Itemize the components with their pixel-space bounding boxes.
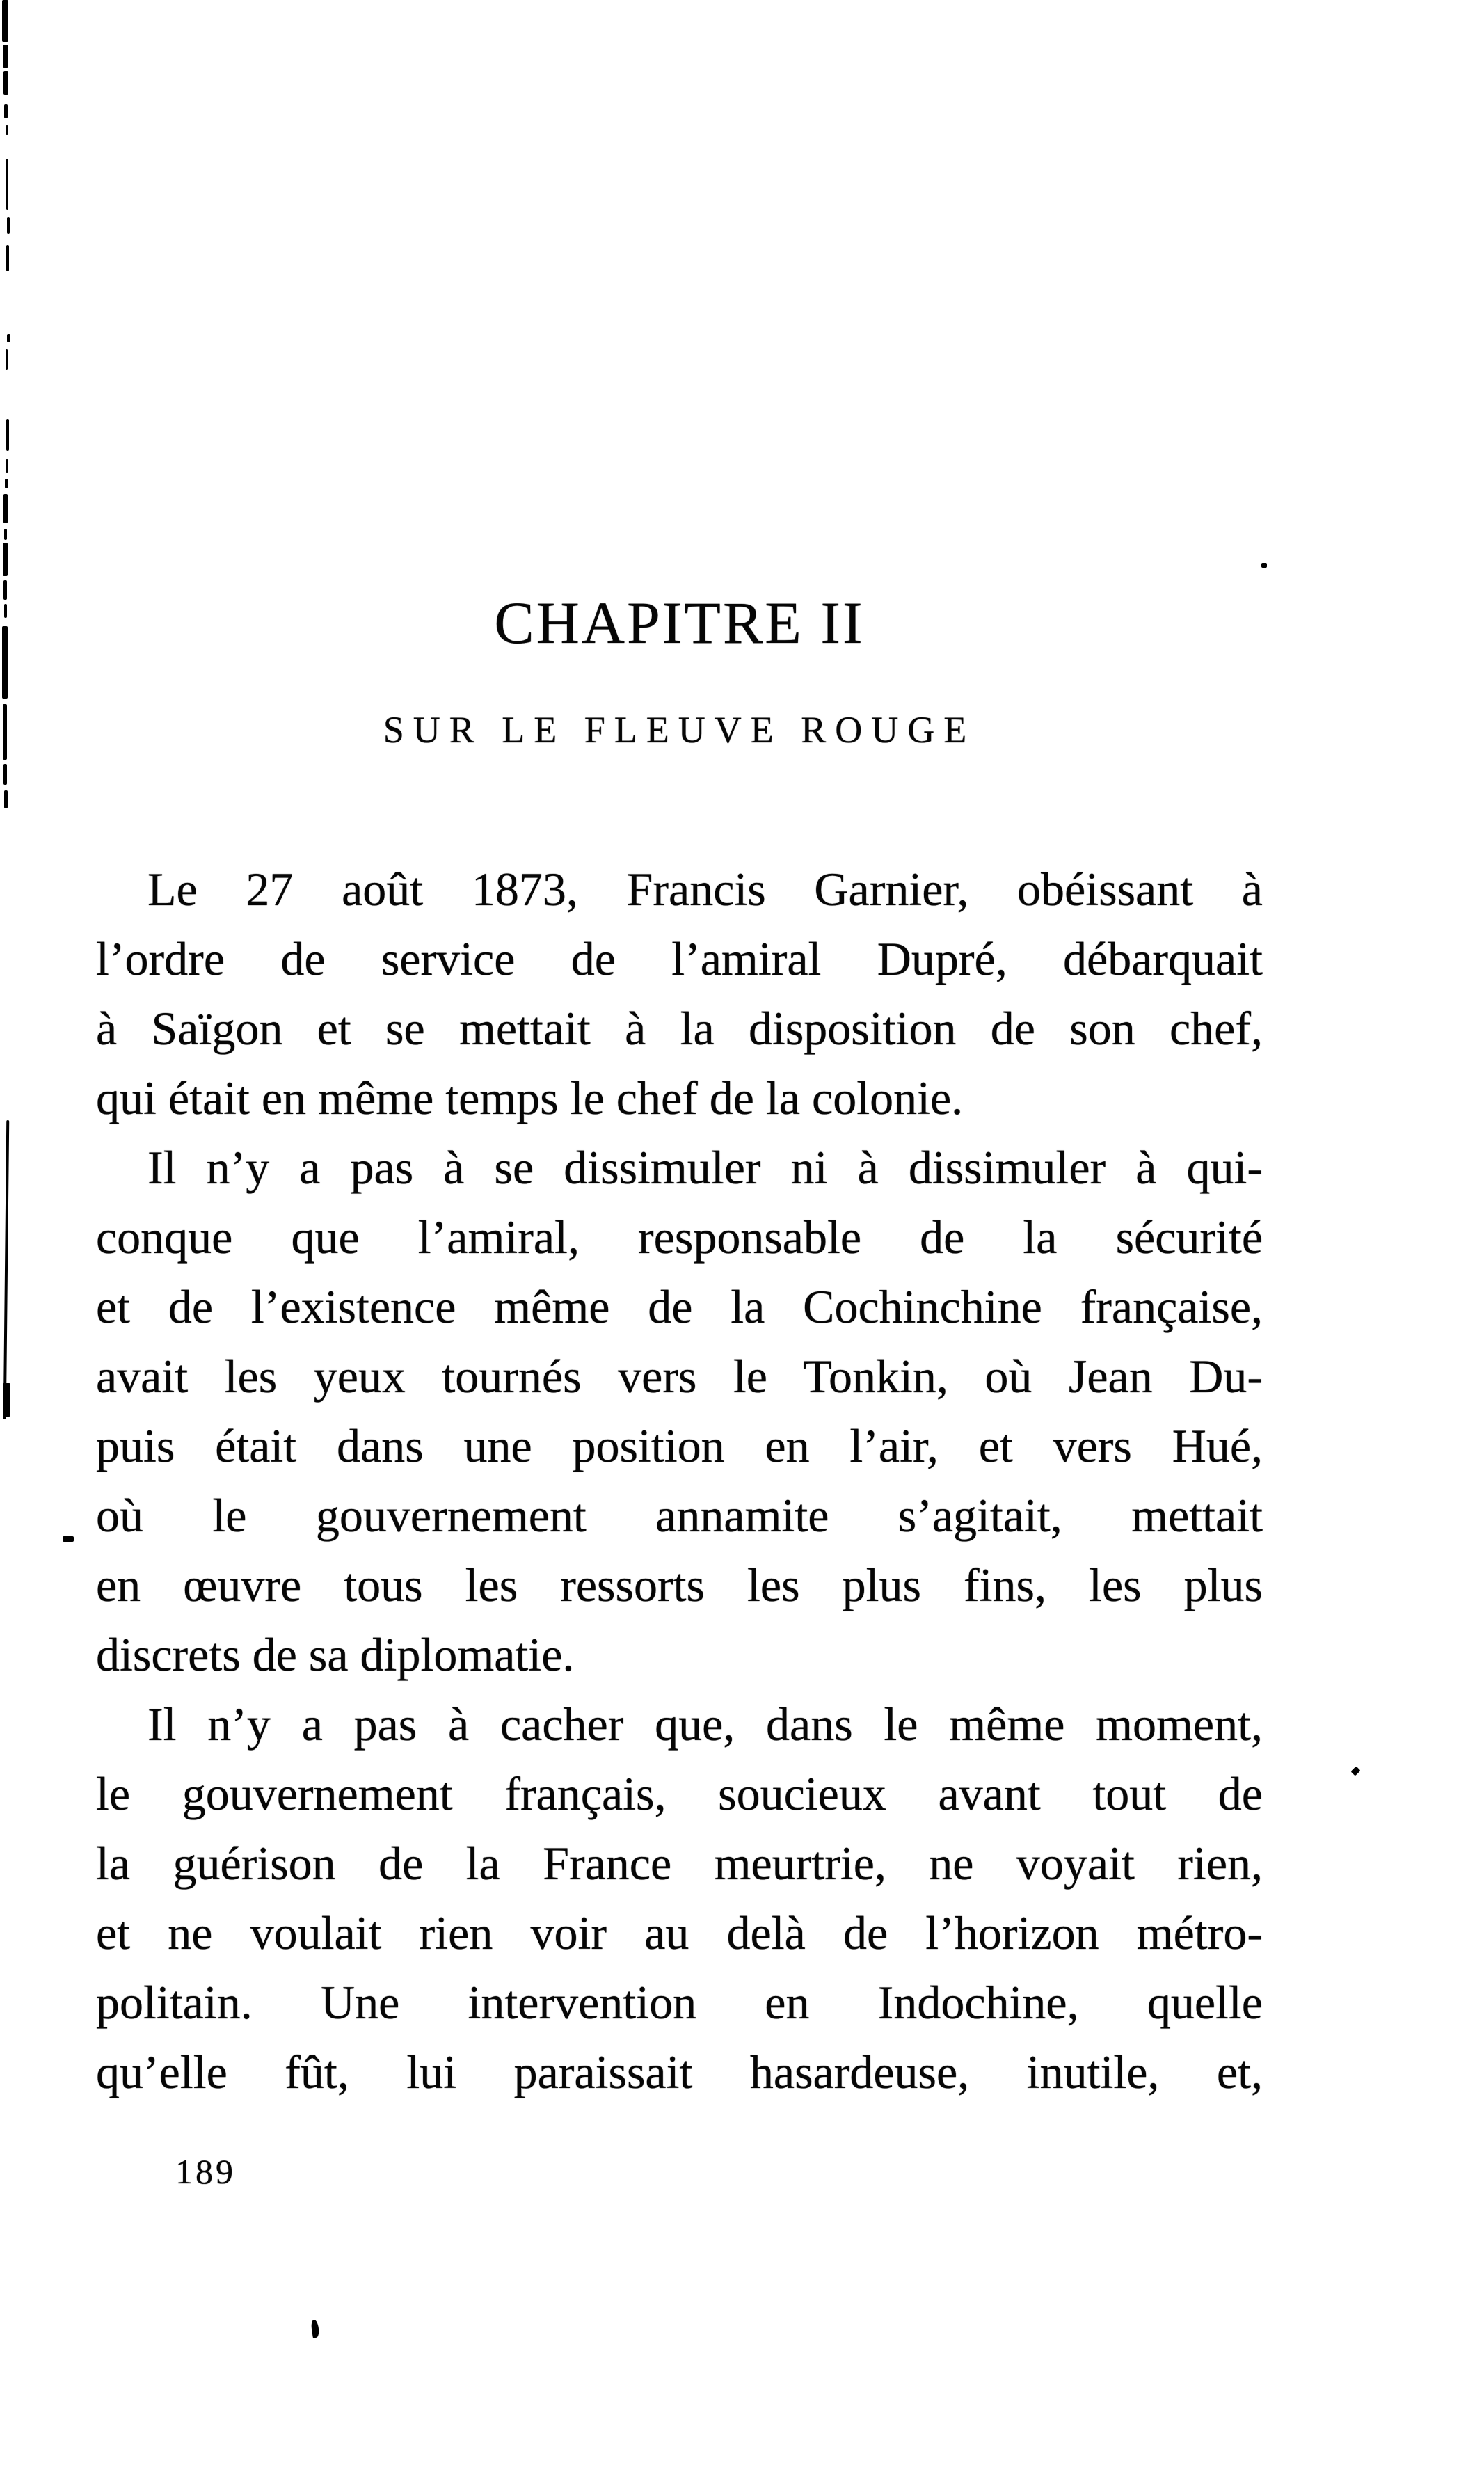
text-line: l’ordre de service de l’amiral Dupré, débarquait <box>96 932 1263 985</box>
text-line: et ne voulait rien voir au delà de l’horizon métro- <box>96 1906 1263 1959</box>
chapter-subtitle: SUR LE FLEUVE ROUGE <box>383 709 976 751</box>
left-edge-smudge <box>3 543 8 576</box>
text-line: Le 27 août 1873, Francis Garnier, obéissant à <box>147 863 1263 916</box>
left-edge-smudge <box>6 419 9 451</box>
text-line: Il n’y a pas à cacher que, dans le même moment, <box>147 1698 1263 1751</box>
body-text <box>96 854 1263 2107</box>
left-edge-smudge <box>2 626 8 699</box>
left-edge-smudge <box>3 71 8 95</box>
text-line: conque que l’amiral, responsable de la sécurité <box>96 1211 1263 1264</box>
text-line: où le gouvernement annamite s’agitait, mettait <box>96 1489 1263 1542</box>
text-line: qui était en même temps le chef de la colonie. <box>96 1071 964 1124</box>
left-edge-smudge <box>6 245 9 271</box>
chapter-title: CHAPITRE II <box>494 589 865 656</box>
page-number: 189 <box>175 2152 236 2191</box>
left-edge-smudge <box>3 580 7 600</box>
left-edge-smudge <box>5 479 8 488</box>
text-line: puis était dans une position en l’air, et vers Hué, <box>96 1419 1263 1472</box>
left-edge-smudge <box>3 764 7 785</box>
text-line: la guérison de la France meurtrie, ne voyait rien, <box>96 1837 1263 1890</box>
text-line: Il n’y a pas à se dissimuler ni à dissimuler à qui- <box>147 1141 1263 1194</box>
text-line: discrets de sa diplomatie. <box>96 1628 575 1681</box>
left-edge-smudge <box>4 790 8 808</box>
title-right-dot <box>1261 563 1267 568</box>
left-edge-smudge <box>6 349 8 370</box>
text-line: avait les yeux tournés vers le Tonkin, où Jean Du- <box>96 1350 1263 1403</box>
left-edge-smudge <box>3 45 8 68</box>
left-edge-smudge <box>4 104 8 118</box>
left-edge-blot <box>3 1383 10 1417</box>
left-edge-smudge <box>7 334 10 342</box>
left-edge-smudge <box>3 704 7 760</box>
left-edge-smudge <box>6 459 8 473</box>
left-edge-smudge <box>3 494 8 523</box>
left-edge-pen-stroke <box>3 1120 10 1419</box>
left-edge-smudge <box>6 125 8 135</box>
text-line: en œuvre tous les ressorts les plus fins, les plus <box>96 1559 1263 1611</box>
text-line: et de l’existence même de la Cochinchine française, <box>96 1280 1263 1333</box>
margin-dash <box>63 1536 74 1542</box>
left-edge-smudge <box>6 159 8 210</box>
text-line: politain. Une intervention en Indochine, quelle <box>96 1976 1263 2029</box>
bottom-comma-mark <box>310 2319 320 2338</box>
text-line: qu’elle fût, lui paraissait hasardeuse, inutile, et, <box>96 2046 1263 2098</box>
left-edge-smudge <box>4 604 7 618</box>
text-line: à Saïgon et se mettait à la disposition de son chef, <box>96 1002 1263 1055</box>
left-edge-smudge <box>7 217 10 234</box>
left-edge-smudge <box>2 0 8 42</box>
left-edge-smudge <box>4 529 7 540</box>
text-line: le gouvernement français, soucieux avant tout de <box>96 1767 1263 1820</box>
right-speck <box>1350 1766 1360 1776</box>
